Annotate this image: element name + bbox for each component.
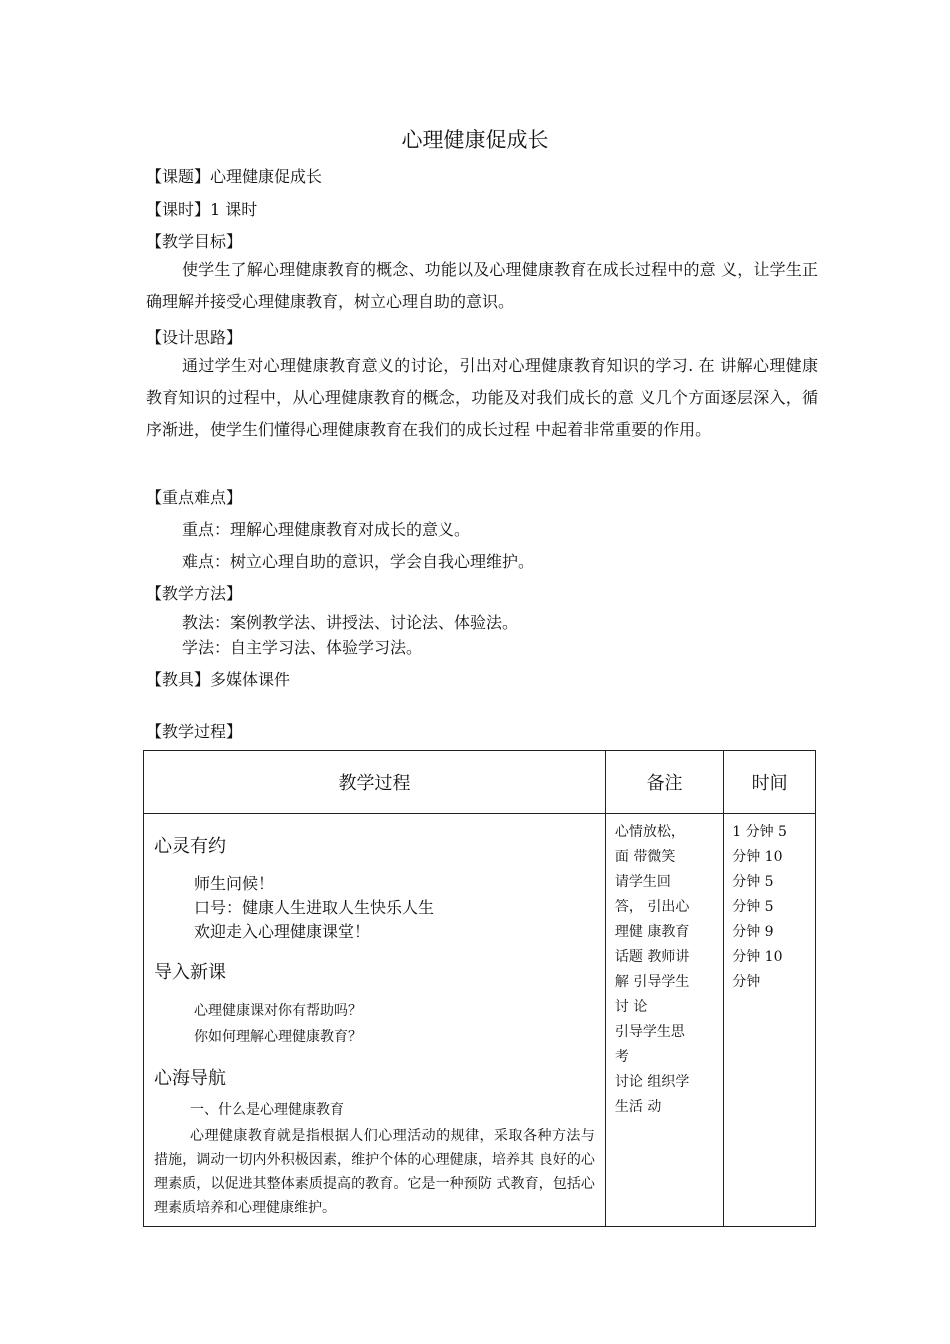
note-line: 引导学生思: [614, 1024, 685, 1040]
tools-line: 【教具】多媒体课件: [146, 670, 291, 689]
process-cell: [144, 814, 606, 1227]
header-notes: 备注: [605, 751, 723, 814]
key-heading: 【重点难点】: [146, 488, 243, 507]
time-line: 1 分钟 5: [732, 824, 787, 840]
teaching-method: 教法：案例教学法、讲授法、讨论法、体验法。: [182, 613, 519, 632]
subheading: 一、什么是心理健康教育: [190, 1102, 344, 1118]
time-line: 分钟 9: [732, 924, 774, 940]
method-heading: 【教学方法】: [146, 584, 243, 603]
topic-line: 【课题】心理健康促成长: [146, 167, 323, 186]
list-item: 你如何理解心理健康教育？: [194, 1029, 362, 1045]
note-line: 生活 动: [614, 1099, 662, 1115]
time-line: 分钟: [732, 974, 761, 990]
note-line: 讨 论: [614, 999, 648, 1015]
note-line: 理健 康教育: [614, 924, 690, 940]
goal-heading: 【教学目标】: [146, 232, 243, 251]
design-heading: 【设计思路】: [146, 328, 243, 347]
list-item: 心理健康课对你有帮助吗？: [194, 1003, 362, 1019]
time-line: 分钟 10: [732, 849, 783, 865]
process-heading: 【教学过程】: [146, 722, 243, 741]
table-body-row: [144, 814, 816, 1227]
table-header-row: [144, 751, 816, 814]
list-item: 师生问候！: [194, 874, 275, 893]
note-line: 面 带微笑: [614, 849, 676, 865]
list-item: 欢迎走入心理健康课堂！: [194, 922, 371, 941]
note-line: 讨论 组织学: [614, 1074, 690, 1090]
time-cell: [724, 814, 816, 1227]
notes-cell: [605, 814, 723, 1227]
definition-paragraph: 心理健康教育就是指根据人们心理活动的规律，采取各种方法与措施，调动一切内外积极因素，维护个体的心理健康，培养其 良好的心理素质，以促进其整体素质提高的教育。它是一种预防 式教育，包括心理素质培养和心理健康维护。: [154, 1128, 595, 1216]
goal-text: 使学生了解心理健康教育的概念、功能以及心理健康教育在成长过程中的意 义，让学生正确理解并接受心理健康教育，树立心理自助的意识。: [146, 260, 818, 311]
note-line: 请学生回: [614, 874, 671, 890]
note-line: 话题 教师讲: [614, 949, 690, 965]
document-title: 心理健康促成长: [401, 128, 549, 152]
period-line: 【课时】1 课时: [146, 200, 258, 219]
time-line: 分钟 5: [732, 874, 774, 890]
time-line: 分钟 5: [732, 899, 774, 915]
note-line: 考: [614, 1049, 629, 1065]
time-line: 分钟 10: [732, 949, 783, 965]
teaching-process-table: [143, 750, 816, 1227]
section-title-xinhaidaohang: 心海导航: [154, 1068, 226, 1089]
learning-method: 学法：自主学习法、体验学习法。: [182, 638, 423, 657]
design-text: 通过学生对心理健康教育意义的讨论，引出对心理健康教育知识的学习. 在 讲解心理健康教育知识的过程中，从心理健康教育的概念，功能及对我们成长的意 义几个方面逐层深入，循序渐进，使学生们懂得心理健康教育在我们的成长过程 中起着非常重要的作用。: [146, 356, 818, 439]
note-line: 心情放松，: [614, 824, 685, 840]
key-point: 重点：理解心理健康教育对成长的意义。: [182, 520, 471, 539]
header-process: 教学过程: [144, 751, 606, 814]
note-line: 解 引导学生: [614, 974, 690, 990]
header-time: 时间: [724, 751, 816, 814]
note-line: 答， 引出心: [614, 899, 690, 915]
list-item: 口号：健康人生进取人生快乐人生: [194, 898, 435, 917]
difficult-point: 难点：树立心理自助的意识，学会自我心理维护。: [182, 552, 535, 571]
section-title-xinlingyouyue: 心灵有约: [154, 836, 226, 857]
section-title-daoruxinke: 导入新课: [154, 962, 226, 983]
